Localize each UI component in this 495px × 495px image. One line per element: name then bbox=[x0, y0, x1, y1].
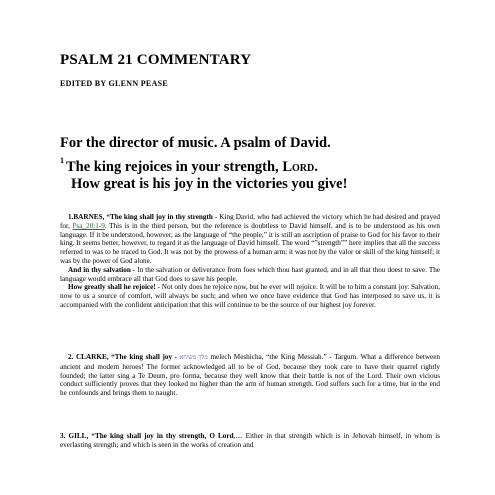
gill-paragraph bbox=[60, 432, 440, 450]
barnes-p2-label: And in thy salvation bbox=[68, 265, 131, 274]
barnes-label: 1.BARNES, “The king shall joy in thy strength bbox=[68, 213, 213, 221]
page-title: PSALM 21 COMMENTARY bbox=[60, 52, 252, 68]
verse-1 bbox=[60, 154, 480, 193]
barnes-text-1: - King David, who had achieved the victory which he had desired and prayed for, bbox=[60, 213, 440, 230]
hebrew-text: מלך משיחא bbox=[179, 355, 208, 361]
barnes-p3-label: How greatly shall he rejoice! bbox=[68, 283, 156, 292]
clarke-paragraph bbox=[60, 353, 440, 398]
editor-credit: EDITED BY GLENN PEASE bbox=[60, 79, 169, 88]
gill-commentary bbox=[60, 432, 440, 450]
verse-line1-post: . bbox=[314, 158, 318, 175]
barnes-text-2: . This is in the third person, but the reference is doubtless to David himself, and is to be understood as his own language. If it be understood, however, as the language of “the people,” it is still an ascription of praise to God for his favor to their king. It seems better, however, to regard it as the language of David himself. The word “”strength”” here implies that all the success referred to was to be traced to God. It was not by the prowess of a human arm; it was not by the valor or skill of the king himself; it was by the power of God alone. bbox=[60, 221, 440, 265]
barnes-paragraph-1 bbox=[60, 213, 440, 266]
clarke-text: melech Meshicha, “the King Messiah.” - Targum. What a difference between ancient and modern heroes! The former acknowledged all to be of God, because they took care to have their quarrel rightly founded; the latter sing a Te Deum, pro forma, because they well know that their battle is not of the Lord. Their own vicious conduct sufficiently proves that they looked no higher than the arm of human strength. God suffers such for a time, but in the end he confounds and brings them to naught. bbox=[60, 353, 441, 398]
verse-line1-pre: The king rejoices in your strength, bbox=[66, 158, 283, 175]
verse-number: 1 bbox=[60, 156, 64, 165]
psalm-heading: For the director of music. A psalm of David. bbox=[60, 135, 331, 151]
barnes-p2-text: - In the salvation or deliverance from foes which thou hast granted, and in all that thou doest to save. The language would embrace all that God does to save his people. bbox=[60, 265, 440, 283]
scripture-reference-link[interactable]: Psa_20:1-9 bbox=[72, 221, 105, 230]
gill-text: ,.... Either in that strength which is in Jehovah himself, in whom is everlasting strength; and which is seen in the works of creation and bbox=[60, 432, 440, 449]
barnes-commentary bbox=[60, 213, 440, 310]
barnes-paragraph-2 bbox=[60, 266, 440, 284]
verse-lord: Lord bbox=[282, 158, 315, 175]
barnes-p3-text: - Not only does he rejoice now, but he ever will rejoice. It will be to him a constant joy. Salvation, now to us a source of comfort, will always be such; and when we once have evidence that God has interposed to save us, it is accompanied with the confident anticipation that this will continue to be the source of our highest joy forever. bbox=[60, 283, 440, 309]
clarke-label: 2. CLARKE, “The king shall joy - bbox=[68, 353, 180, 361]
barnes-paragraph-3 bbox=[60, 283, 440, 309]
clarke-commentary bbox=[60, 353, 440, 398]
verse-line2: How great is his joy in the victories you give! bbox=[71, 175, 348, 192]
gill-label: 3. GILL, “The king shall joy in thy strength, O Lord bbox=[60, 432, 234, 440]
